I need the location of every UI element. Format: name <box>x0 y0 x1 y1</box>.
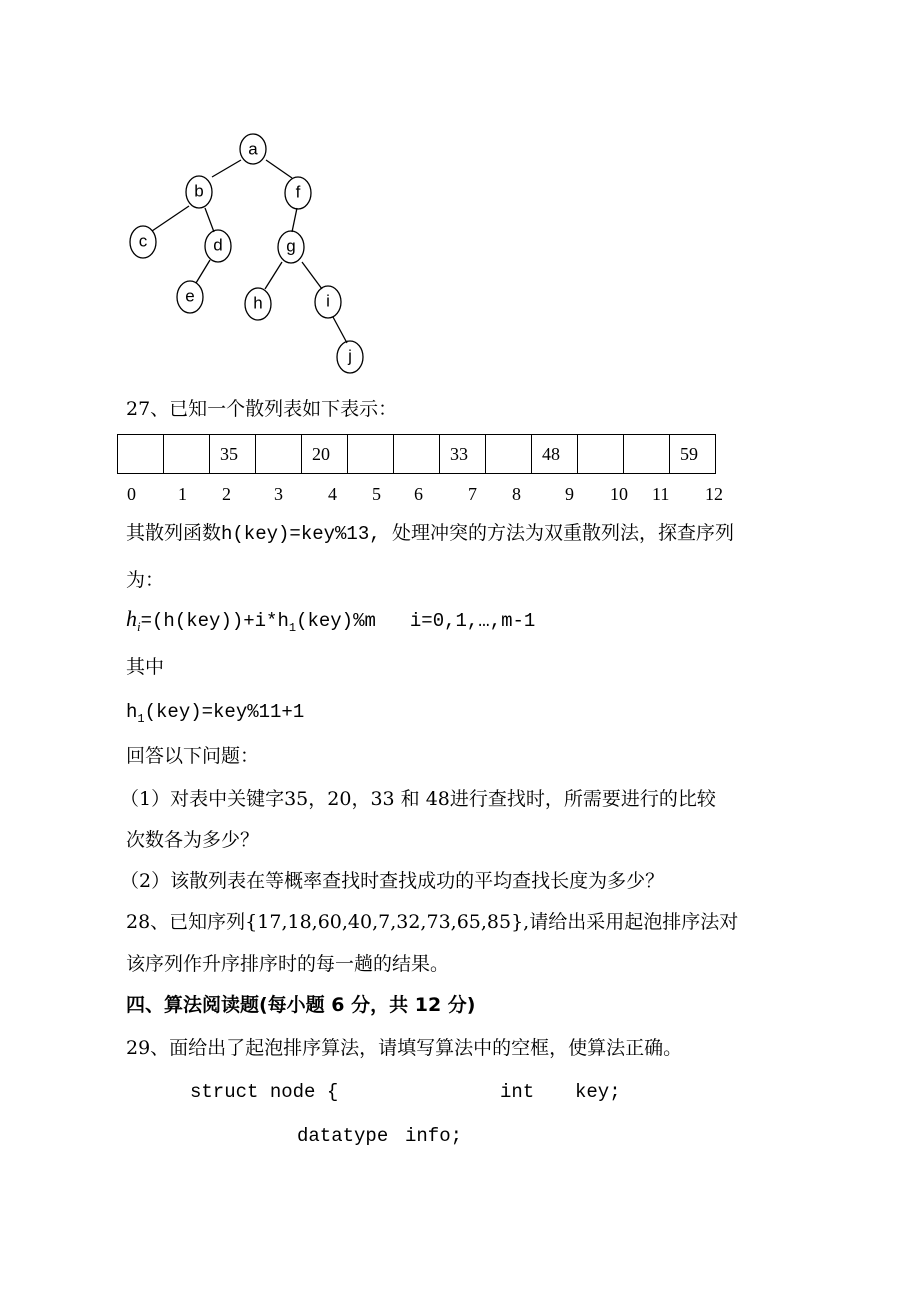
hash-index-label: 11 <box>652 484 670 504</box>
probe-sub-1: 1 <box>288 621 297 635</box>
hash-cell <box>578 435 624 474</box>
code-key: key; <box>575 1081 621 1103</box>
edge-i-j <box>333 317 347 343</box>
code-int: int <box>500 1081 535 1103</box>
node-i-label: i <box>326 291 330 311</box>
edge-b-d <box>205 208 214 232</box>
q28-line-2: 该序列作升序排序时的每一趟的结果。 <box>126 953 450 975</box>
node-f-label: f <box>295 182 301 202</box>
q27-hash-function: 其散列函数h(key)=key%13, 处理冲突的方法为双重散列法，探查序列 <box>126 523 735 545</box>
code-datatype: datatype <box>297 1125 389 1147</box>
node-g-label: g <box>286 236 296 256</box>
q27-sub-question-2: （2）该散列表在等概率查找时查找成功的平均查找长度为多少？ <box>120 870 665 892</box>
hash-cell: 33 <box>440 435 486 474</box>
hash-cell: 35 <box>210 435 256 474</box>
code-info: info; <box>405 1125 463 1147</box>
node-d-label: d <box>213 235 223 255</box>
edge-a-b <box>212 160 241 177</box>
hash-index-label: 9 <box>565 484 574 504</box>
probe-i-sub: i <box>137 619 141 634</box>
hash-index-label: 6 <box>414 484 423 504</box>
hash-cell <box>348 435 394 474</box>
hash-cell <box>164 435 210 474</box>
node-e-label: e <box>185 286 195 306</box>
node-h-label: h <box>253 293 263 313</box>
hash-index-label: 2 <box>222 484 231 504</box>
q27-sub-question-1-cont: 次数各为多少？ <box>126 829 260 851</box>
hash-cell: 48 <box>532 435 578 474</box>
q27-h1-formula <box>126 700 304 726</box>
q27-probe-formula <box>126 607 535 635</box>
q27-sub-question-1: （1）对表中关键字35，20，33 和 48进行查找时，所需要进行的比较 <box>120 788 716 810</box>
hash-index-label: 1 <box>178 484 187 504</box>
edge-a-f <box>266 160 292 178</box>
q29-intro: 29、面给出了起泡排序算法，请填写算法中的空框，使算法正确。 <box>126 1037 683 1059</box>
hash-index-label: 5 <box>372 484 381 504</box>
probe-h: h <box>126 606 137 631</box>
hash-index-label: 10 <box>610 484 628 504</box>
hash-index-label: 7 <box>468 484 477 504</box>
node-b-label: b <box>194 181 204 201</box>
hash-cell: 20 <box>302 435 348 474</box>
hash-index-label: 12 <box>705 484 723 504</box>
q27-intro: 27、已知一个散列表如下表示： <box>126 398 398 420</box>
probe-rest-b: (key)%m <box>296 610 376 632</box>
node-j-label: j <box>348 346 352 366</box>
hash-cell <box>118 435 164 474</box>
edge-g-i <box>302 262 322 289</box>
h1-rest: (key)=key%11+1 <box>144 701 305 723</box>
probe-rest-a: =(h(key))+i*h <box>140 610 289 632</box>
edge-f-g <box>292 208 297 232</box>
edge-d-e <box>196 260 210 283</box>
hash-index-label: 0 <box>127 484 136 504</box>
code-struct-node: struct node { <box>190 1081 339 1103</box>
hash-table <box>117 434 716 474</box>
hash-index-label: 4 <box>328 484 337 504</box>
h1-h: h <box>126 701 138 723</box>
binary-tree-diagram <box>0 0 920 400</box>
probe-range: i=0,1,…,m-1 <box>409 610 536 632</box>
q27-hash-function-cont: 为： <box>126 569 165 591</box>
section-4-heading: 四、算法阅读题(每小题 6 分，共 12 分) <box>126 994 476 1016</box>
hash-cell <box>624 435 670 474</box>
edge-b-c <box>152 206 189 231</box>
hash-cell <box>394 435 440 474</box>
hash-cell <box>256 435 302 474</box>
q27-answer-prompt: 回答以下问题： <box>126 745 260 767</box>
h1-sub: 1 <box>137 712 145 726</box>
hash-table-row <box>118 435 716 474</box>
node-c-label: c <box>138 231 148 251</box>
hash-index-label: 8 <box>512 484 521 504</box>
hash-index-label: 3 <box>274 484 283 504</box>
q27-where: 其中 <box>126 656 165 678</box>
q28-line-1: 28、已知序列{17,18,60,40,7,32,73,65,85},请给出采用起泡排序法对 <box>126 911 739 933</box>
edge-g-h <box>265 262 282 289</box>
node-a-label: a <box>248 139 258 159</box>
hash-cell <box>486 435 532 474</box>
hash-cell: 59 <box>670 435 716 474</box>
